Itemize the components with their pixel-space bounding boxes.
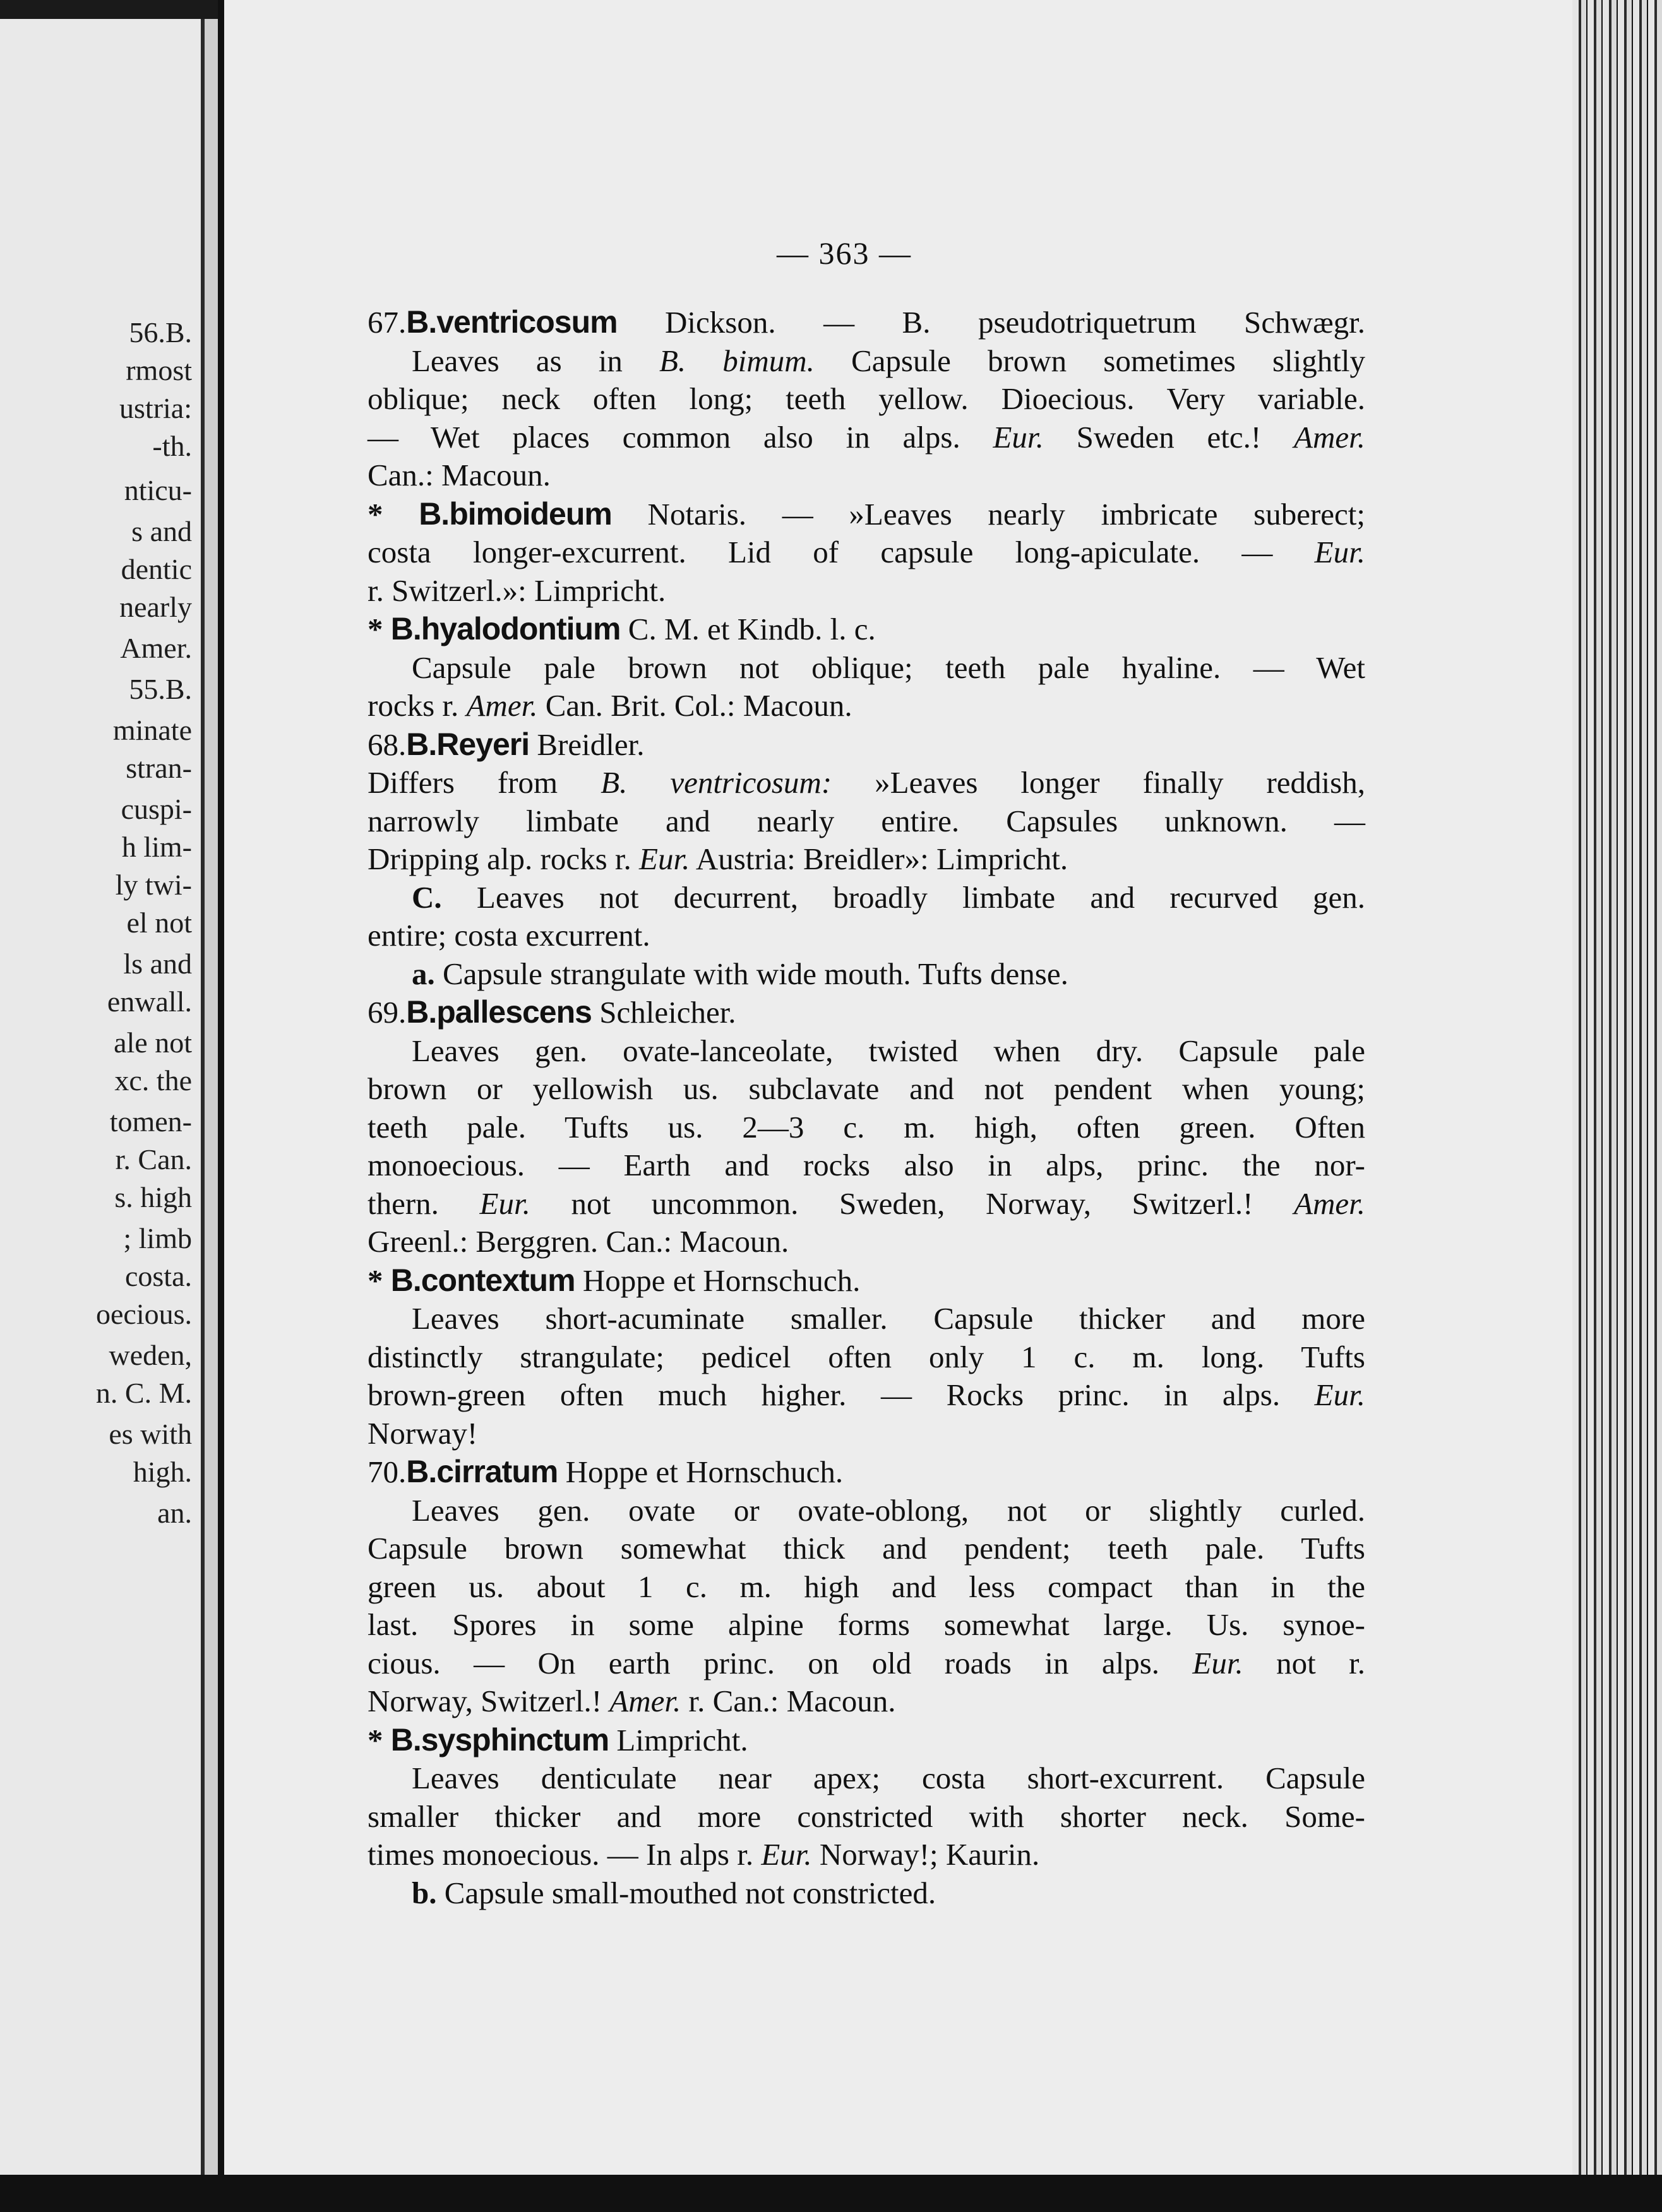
entry-line: last. Spores in some alpine forms somewhat large. Us. synoe- [368,1607,1365,1642]
left-page-text-fragment: s and [131,515,192,547]
authority: Schleicher. [591,995,736,1030]
entry-line: green us. about 1 c. m. high and less compact than in the [368,1569,1365,1604]
entry-line: brown or yellowish us. subclavate and not pendent when young; [368,1071,1365,1106]
left-page-text-fragment: ls and [123,948,192,980]
entry-heading: * B.sysphinctum Limpricht. [368,1721,748,1757]
entry-line: Differs from B. ventricosum: »Leaves longer finally reddish, [368,765,1365,800]
authority: Hoppe et Hornschuch. [575,1263,861,1298]
left-page-text-fragment: rmost [126,354,192,386]
species-name: B.pallescens [406,994,592,1030]
entry-line: Greenl.: Berggren. Can.: Macoun. [368,1224,789,1259]
left-page-text-fragment: costa. [124,1260,192,1292]
left-page-text-fragment: nearly [119,591,192,623]
page-number: — 363 — [777,235,912,271]
entry-line: distinctly strangulate; pedicel often only 1 c. m. long. Tufts [368,1339,1365,1374]
left-page-text-fragment: nticu- [124,474,192,506]
entry-heading: * B.hyalodontium C. M. et Kindb. l. c. [368,611,876,646]
entry-line: teeth pale. Tufts us. 2—3 c. m. high, often green. Often [368,1109,1365,1145]
entry-line: costa longer-excurrent. Lid of capsule long-apiculate. — Eur. [368,535,1365,569]
left-page-text-fragment: ly twi- [115,869,192,901]
left-page-text-fragment: r. Can. [115,1143,192,1175]
left-page-text-fragment: oecious. [95,1298,192,1330]
authority: Limpricht. [609,1722,748,1757]
left-page-fragment [0,19,201,2178]
entry-line: Norway, Switzerl.! Amer. r. Can.: Macoun. [368,1684,896,1718]
entry-line: Norway! [368,1415,478,1451]
left-page-text-fragment: es with [109,1418,192,1450]
entry-line: Capsule pale brown not oblique; teeth pale hyaline. — Wet [412,650,1365,685]
entry-line: brown-green often much higher. — Rocks princ. in alps. Eur. [368,1377,1365,1412]
species-name: B.cirratum [406,1454,558,1489]
left-page-text-fragment: 56.B. [129,316,192,348]
entry-line: r. Switzerl.»: Limpricht. [368,573,666,608]
entry-line: Leaves short-acuminate smaller. Capsule thicker and more [412,1301,1365,1336]
left-page-text-fragment: h lim- [121,831,192,863]
authority: Notaris. — »Leaves nearly imbricate suberect; [611,496,1365,532]
species-name: B.sysphinctum [390,1721,609,1757]
left-page-text-fragment: cuspi- [121,793,192,825]
entry-line: entire; costa excurrent. [368,918,650,953]
entry-line: thern. Eur. not uncommon. Sweden, Norway, Switzerl.! Amer. [368,1186,1365,1221]
authority: Dickson. — B. pseudotriquetrum Schwægr. [617,305,1365,340]
entry-heading: 69.B.pallescens Schleicher. [368,994,736,1030]
left-page-text-fragment: weden, [109,1339,192,1371]
left-page-text-fragment: 55.B. [129,673,192,705]
left-page-text-fragment: ustria: [119,392,192,424]
entry-line: Leaves gen. ovate-lanceolate, twisted when dry. Capsule pale [412,1033,1365,1068]
entry-line: Can.: Macoun. [368,458,551,492]
species-name: B.hyalodontium [390,611,621,646]
left-page-text-fragment: s. high [114,1181,192,1213]
page-body [368,303,1365,1912]
left-page-text-fragment: dentic [121,553,192,585]
authority: C. M. et Kindb. l. c. [620,612,876,646]
entry-line: — Wet places common also in alps. Eur. Sweden etc.! Amer. [368,419,1365,455]
entry-heading: * B.contextum Hoppe et Hornschuch. [368,1262,861,1298]
left-page-text-fragment: minate [112,714,192,746]
entry-heading: 67.B.ventricosum Dickson. — B. pseudotriquetrum Schwægr. [368,304,1365,340]
section-c-heading: C. Leaves not decurrent, broadly limbate and recurved gen. [412,879,1365,915]
section-a-heading: a. Capsule strangulate with wide mouth. Tufts dense. [412,956,1068,991]
authority: Breidler. [529,727,645,762]
entry-heading: 68.B.Reyeri Breidler. [368,726,645,762]
entry-line: Leaves denticulate near apex; costa short-excurrent. Capsule [412,1761,1365,1795]
entry-line: monoecious. — Earth and rocks also in alps, princ. the nor- [368,1148,1365,1182]
species-name: B.ventricosum [406,304,618,340]
left-page-text-fragment: tomen- [109,1105,192,1138]
entry-line: Dripping alp. rocks r. Eur. Austria: Breidler»: Limpricht. [368,841,1068,876]
entry-heading: 70.B.cirratum Hoppe et Hornschuch. [368,1454,844,1489]
entry-line: narrowly limbate and nearly entire. Capsules unknown. — [368,803,1365,838]
entry-line: smaller thicker and more constricted with shorter neck. Some- [368,1799,1365,1834]
left-page-text-fragment: high. [133,1456,192,1488]
authority: Hoppe et Hornschuch. [558,1454,844,1489]
left-page-text-fragment: xc. the [114,1064,192,1097]
left-page-text-fragment: Amer. [120,632,192,664]
species-name: B.contextum [390,1262,575,1298]
species-name: B.Reyeri [406,726,530,762]
entry-line: Leaves gen. ovate or ovate-oblong, not or slightly curled. [412,1492,1365,1528]
left-page-text-fragment: an. [157,1497,192,1529]
left-page-text-fragment: stran- [126,752,192,784]
left-page-text-fragment: -th. [152,430,192,462]
entry-line: cious. — On earth princ. on old roads in alps. Eur. not r. [368,1645,1365,1680]
page-edges [1572,0,1662,2212]
section-b-heading: b. Capsule small-mouthed not constricted. [412,1875,936,1910]
entry-line: rocks r. Amer. Can. Brit. Col.: Macoun. [368,688,852,723]
entry-line: Leaves as in B. bimum. Capsule brown sometimes slightly [412,343,1365,378]
entry-line: times monoecious. — In alps r. Eur. Norway!; Kaurin. [368,1837,1040,1872]
entry-line: oblique; neck often long; teeth yellow. Dioecious. Very variable. [368,381,1365,416]
left-page-text-fragment: n. C. M. [95,1377,192,1409]
species-name: B.bimoideum [419,496,612,532]
scan-border [0,2175,1662,2212]
left-page-text-fragment: enwall. [107,985,192,1018]
left-page-text-fragment: ale not [114,1026,192,1059]
left-page-text-fragment: ; limb [123,1222,192,1254]
entry-heading: * B.bimoideum Notaris. — »Leaves nearly imbricate suberect; [368,496,1365,532]
left-page-text-fragment: el not [126,907,192,939]
entry-line: Capsule brown somewhat thick and pendent; teeth pale. Tufts [368,1531,1365,1566]
